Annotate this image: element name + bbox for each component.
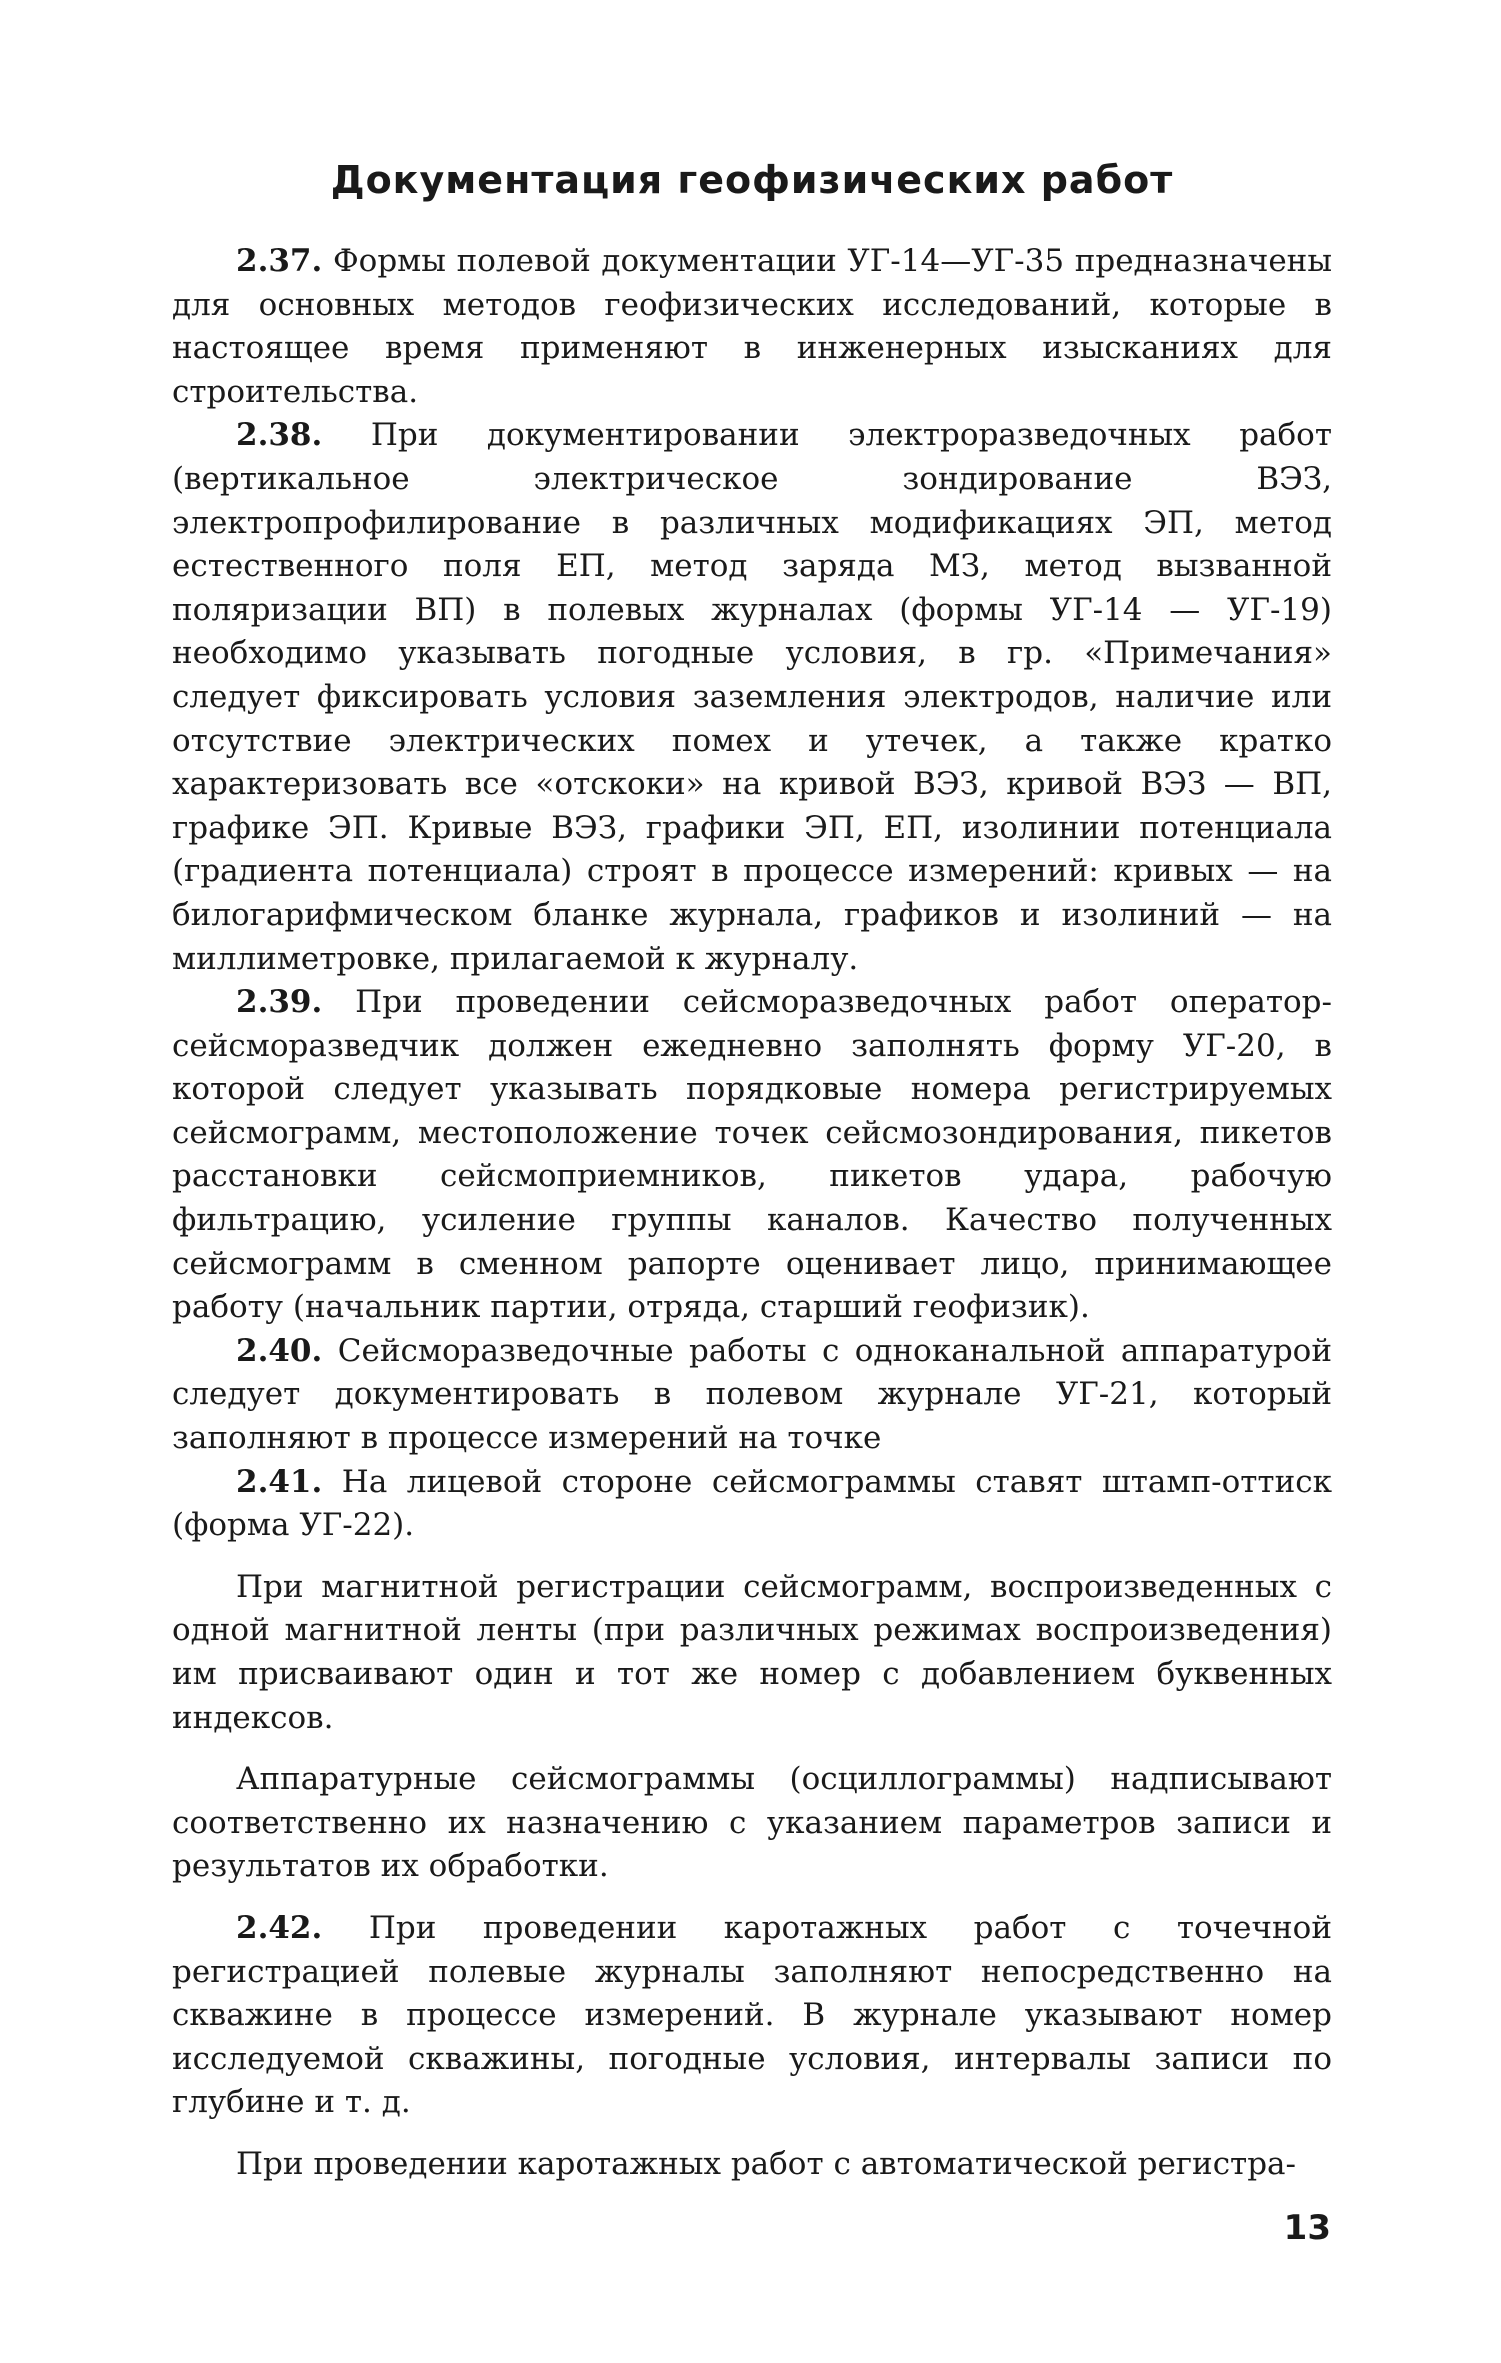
paragraph-number: 2.41. xyxy=(236,1463,323,1500)
paragraph-2-42 xyxy=(172,1907,1332,2125)
paragraph-text: Формы полевой документации УГ-14—УГ-35 предназначены для основных методов геофизических исследований, которые в настоящее время применяют в инженерных изысканиях для строительства. xyxy=(172,243,1333,410)
paragraph-2-41 xyxy=(172,1461,1332,1548)
page-number: 13 xyxy=(1283,2208,1331,2248)
paragraph-2-37 xyxy=(172,240,1332,414)
paragraph-instrument-seismograms xyxy=(172,1758,1332,1889)
paragraph-text: Сейсморазведочные работы с одноканальной аппаратурой следует документировать в полевом журнале УГ-21, который заполняют в процессе измерений на точке xyxy=(172,1332,1332,1457)
paragraph-number: 2.42. xyxy=(236,1909,323,1946)
paragraph-number: 2.37. xyxy=(236,243,323,279)
paragraph-text: Аппаратурные сейсмограммы (осциллограммы) надписывают соответственно их назначению с указанием параметров записи и результатов их обработки. xyxy=(172,1761,1332,1885)
paragraph-2-40 xyxy=(172,1330,1332,1461)
paragraph-number: 2.40. xyxy=(236,1332,323,1369)
paragraph-2-39 xyxy=(172,981,1332,1330)
page-body xyxy=(172,158,1332,2187)
paragraph-text: При документировании электроразведочных работ (вертикальное электрическое зондирование ВЭЗ, электропрофилирование в различных модификациях ЭП, метод естественного поля ЕП, метод заряда МЗ, метод вызванной поляризации ВП) в полевых журналах (формы УГ-14 — УГ-19) необходимо указывать погодные условия, в гр. «Примечания» следует фиксировать условия заземления электродов, наличие или отсутствие электрических помех и утечек, а также кратко характеризовать все «отскоки» на кривой ВЭЗ, кривой ВЭЗ — ВП, графике ЭП. Кривые ВЭЗ, графики ЭП, ЕП, изолинии потенциала (градиента потенциала) строят в процессе измерений: кривых — на билогарифмическом бланке журнала, графиков и изолиний — на миллиметровке, прилагаемой к журналу. xyxy=(172,417,1332,977)
paragraph-text: При проведении каротажных работ с точечной регистрацией полевые журналы заполняют непосредственно на скважине в процессе измерений. В журнале указывают номер исследуемой скважины, погодные условия, интервалы записи по глубине и т. д. xyxy=(172,1909,1332,2121)
paragraph-number: 2.39. xyxy=(236,984,323,1021)
paragraph-text: На лицевой стороне сейсмограммы ставят штамп-оттиск (форма УГ-22). xyxy=(172,1463,1332,1544)
paragraph-text: При магнитной регистрации сейсмограмм, воспроизведенных с одной магнитной ленты (при различных режимах воспроизведения) им присваивают один и тот же номер с добавлением буквенных индексов. xyxy=(172,1568,1332,1736)
paragraph-text: При проведении сейсморазведочных работ оператор-сейсморазведчик должен ежедневно заполнять форму УГ-20, в которой следует указывать порядковые номера регистрируемых сейсмограмм, местоположение точек сейсмозондирования, пикетов расстановки сейсмоприемников, пикетов удара, рабочую фильтрацию, усиление группы каналов. Качество полученных сейсмограмм в сменном рапорте оценивает лицо, принимающее работу (начальник партии, отряда, старший геофизик). xyxy=(172,984,1332,1326)
paragraph-magnetic-registration xyxy=(172,1566,1332,1740)
paragraph-text: При проведении каротажных работ с автоматической регистра- xyxy=(236,2145,1297,2182)
paragraph-2-38 xyxy=(172,414,1332,981)
paragraph-automatic-registration xyxy=(172,2143,1332,2187)
paragraph-number: 2.38. xyxy=(236,417,323,454)
page-title: Документация геофизических работ xyxy=(330,158,1174,202)
